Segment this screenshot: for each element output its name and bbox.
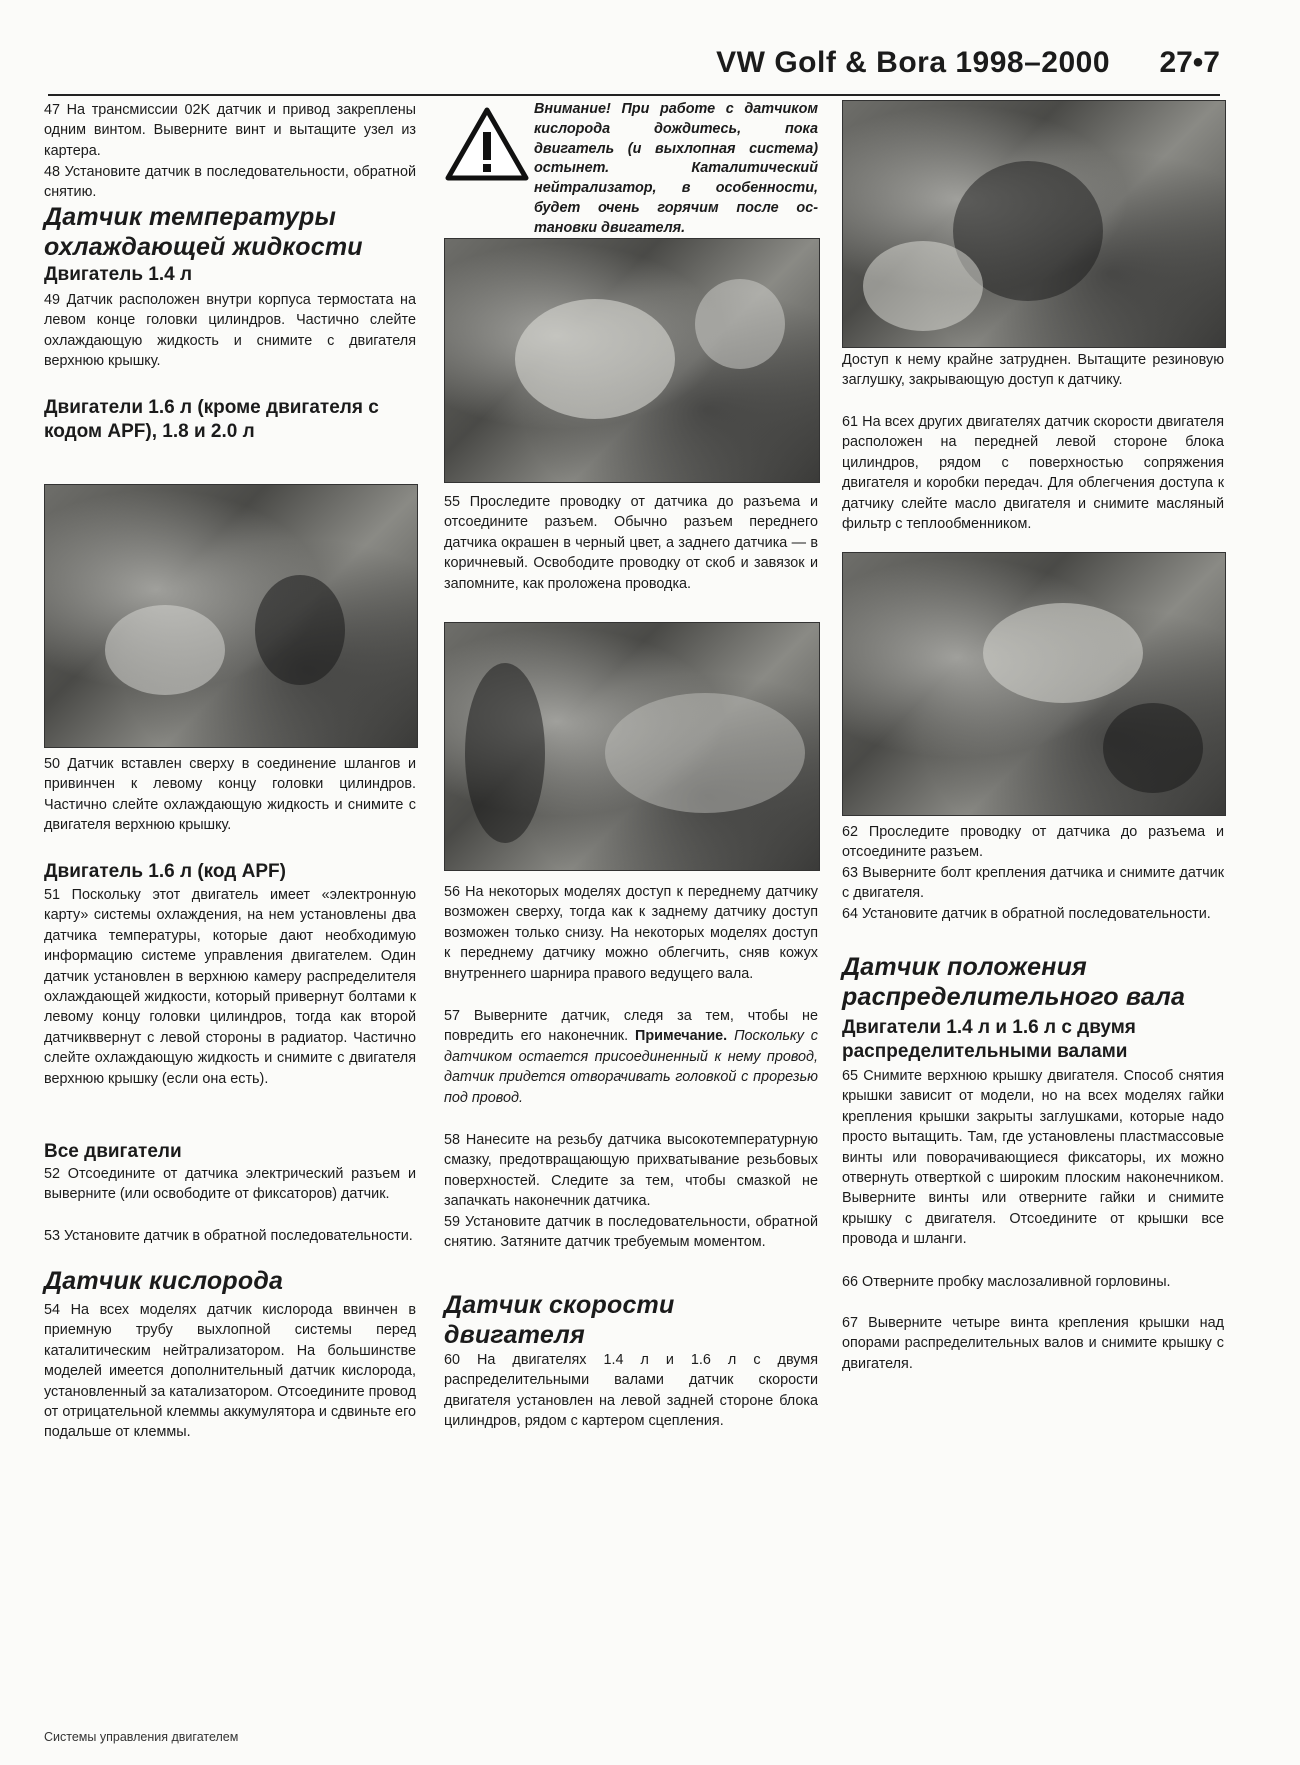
heading-coolant-sensor: Датчик температуры охлаждающей жидкости bbox=[44, 203, 363, 261]
paragraph-59: 59 Установите датчик в последовательности, обратной снятию. Затяните датчик требуемым моментом. bbox=[444, 1214, 818, 1251]
paragraph-54: 54 На всех моделях датчик кислорода ввинчен в приемную трубу выхлопной системы перед каталитическим нейтрализатором. На большинстве моделей имеется дополнительный датчик кислорода, установленный за катализатором. Отсоедините провод от отрицательной клеммы аккумулятора и сдвиньте его подальше от клеммы. bbox=[44, 1302, 416, 1441]
paragraph-67: 67 Выверните четыре винта крепления крышки над опорами распределительных валов и снимите крышку с двигателя. bbox=[842, 1315, 1224, 1372]
paragraph-56: 56 На некоторых моделях доступ к переднему датчику возможен сверху, тогда как к заднему датчику доступ возможен только снизу. На некоторых моделях доступ к переднему датчику можно облегчить, сняв кожух внутреннего шарнира правого ведущего вала. bbox=[444, 884, 818, 982]
paragraph-48: 48 Установите датчик в последовательности, обратной снятию. bbox=[44, 164, 416, 201]
note-label: Примечание. bbox=[635, 1028, 728, 1045]
paragraph-47: 47 На трансмиссии 02K датчик и привод закреплены одним винтом. Выверните винт и вытащите узел из картера. bbox=[44, 102, 416, 159]
heading-camshaft-engines: Двигатели 1.4 л и 1.6 л с двумя распределительными валами bbox=[842, 1017, 1136, 1062]
heading-camshaft-sensor: Датчик положения распределительного вала bbox=[842, 953, 1186, 1011]
photo-oxygen-sensor bbox=[444, 622, 820, 871]
header-title: VW Golf & Bora 1998–2000 bbox=[716, 46, 1110, 79]
photo-oxygen-connector bbox=[444, 238, 820, 483]
heading-oxygen-sensor: Датчик кислорода bbox=[44, 1267, 284, 1295]
photo-speed-sensor bbox=[842, 100, 1226, 348]
note-text: Поскольку с датчиком остается присоединенный к нему провод, датчик придется отворачивать головкой с прорезью под провод. bbox=[444, 1028, 819, 1106]
paragraph-58: 58 Нанесите на резьбу датчика высокотемпературную смазку, предотвращающую прихватывание резьбовых поверхностей. Следите за тем, чтобы смазкой не запачкать наконечник датчика. bbox=[444, 1132, 818, 1210]
page-footer: Системы управления двигателем bbox=[44, 1730, 239, 1744]
page-header bbox=[48, 42, 1220, 96]
paragraph-63: 63 Выверните болт крепления датчика и снимите датчик с двигателя. bbox=[842, 865, 1224, 902]
paragraph-61: 61 На всех других двигателях датчик скорости двигателя расположен на передней левой стороне блока цилиндров, рядом с поверхностью сопряжения двигателя и коробки передач. Для облегчения доступа к датчику слейте масло двигателя и снимите масляный фильтр с теплообменником. bbox=[842, 414, 1224, 533]
paragraph-65: 65 Снимите верхнюю крышку двигателя. Способ снятия крышки зависит от модели, но на всех моделях гайки крепления крышки закрыты заглушками, которые надо просто вытащить. Там, где установлены пластмассовые винты или поворачивающиеся фиксаторы, их можно отвернуть отверткой с широким плоским наконечником. Выверните винты или отверните гайки и снимите крышку с двигателя. Отсоедините от крышки все провода и шланги. bbox=[842, 1068, 1224, 1248]
paragraph-60: 60 На двигателях 1.4 л и 1.6 л с двумя распределительными валами датчик скорости двигателя установлен на левой задней стороне блока цилиндров, рядом с картером сцепления. bbox=[444, 1352, 818, 1430]
warning-box bbox=[444, 100, 818, 240]
heading-engine-1-6-apf: Двигатель 1.6 л (код APF) bbox=[44, 861, 286, 882]
heading-engine-1-6: Двигатели 1.6 л (кроме двигателя с кодом APF), 1.8 и 2.0 л bbox=[44, 397, 379, 442]
paragraph-51: 51 Поскольку этот двигатель имеет «электронную карту» системы охлаждения, на нем установлены два датчика температуры, которые дают необходимую информацию системе управления двигателем. Один датчик установлен в верхнюю камеру распределителя охлаждающей жидкости, который привернут болтами к левому концу головки цилиндров, тогда как второй датчикввернут с левой стороны в радиатор. Частично слейте охлаждающую жидкость и снимите с двигателя верхнюю крышку (если она есть). bbox=[44, 887, 416, 1087]
photo-coolant-sensor bbox=[44, 484, 418, 748]
paragraph-62: 62 Проследите проводку от датчика до разъема и отсоедините разъем. bbox=[842, 824, 1224, 861]
warning-icon bbox=[444, 106, 530, 182]
paragraph-50: 50 Датчик вставлен сверху в соединение шлангов и привинчен к левому концу головки цилиндров. Частично слейте охлаждающую жидкость и снимите с двигателя верхнюю крышку. bbox=[44, 756, 416, 834]
paragraph-49: 49 Датчик расположен внутри корпуса термостата на левом конце головки цилиндров. Частично слейте охлаждающую жидкость и снимите с двигателя верхнюю крышку. bbox=[44, 292, 416, 370]
heading-engine-1-4: Двигатель 1.4 л bbox=[44, 264, 193, 285]
paragraph-60-continued: Доступ к нему крайне затруднен. Вытащите резиновую заглушку, закрывающую доступ к датчику. bbox=[842, 352, 1224, 389]
photo-speed-sensor-connector bbox=[842, 552, 1226, 816]
paragraph-53: 53 Установите датчик в обратной последовательности. bbox=[44, 1228, 413, 1244]
warning-text: Внимание! При работе с датчиком кислорода дождитесь, пока двигатель (и выхлопная система) остынет. Каталитический нейтрализатор, в особенности, будет очень горячим после остановки двигателя. bbox=[534, 101, 818, 236]
paragraph-52: 52 Отсоедините от датчика электрический разъем и выверните (или освободите от фиксаторов) датчик. bbox=[44, 1166, 416, 1203]
paragraph-55: 55 Проследите проводку от датчика до разъема и отсоедините разъем. Обычно разъем переднего датчика окрашен в черный цвет, а заднего датчика — в коричневый. Освободите проводку от скоб и завязок и запомните, как проложена проводка. bbox=[444, 494, 818, 592]
heading-speed-sensor: Датчик скорости двигателя bbox=[444, 1291, 675, 1349]
page-number: 27•7 bbox=[1159, 46, 1220, 79]
paragraph-57-text: 57 Выверните датчик, следя за тем, чтобы не повредить его наконечник. bbox=[444, 1008, 818, 1045]
paragraph-64: 64 Установите датчик в обратной последовательности. bbox=[842, 906, 1211, 922]
paragraph-57 bbox=[444, 1006, 818, 1108]
heading-all-engines: Все двигатели bbox=[44, 1141, 182, 1162]
paragraph-66: 66 Отверните пробку маслозаливной горловины. bbox=[842, 1274, 1171, 1290]
